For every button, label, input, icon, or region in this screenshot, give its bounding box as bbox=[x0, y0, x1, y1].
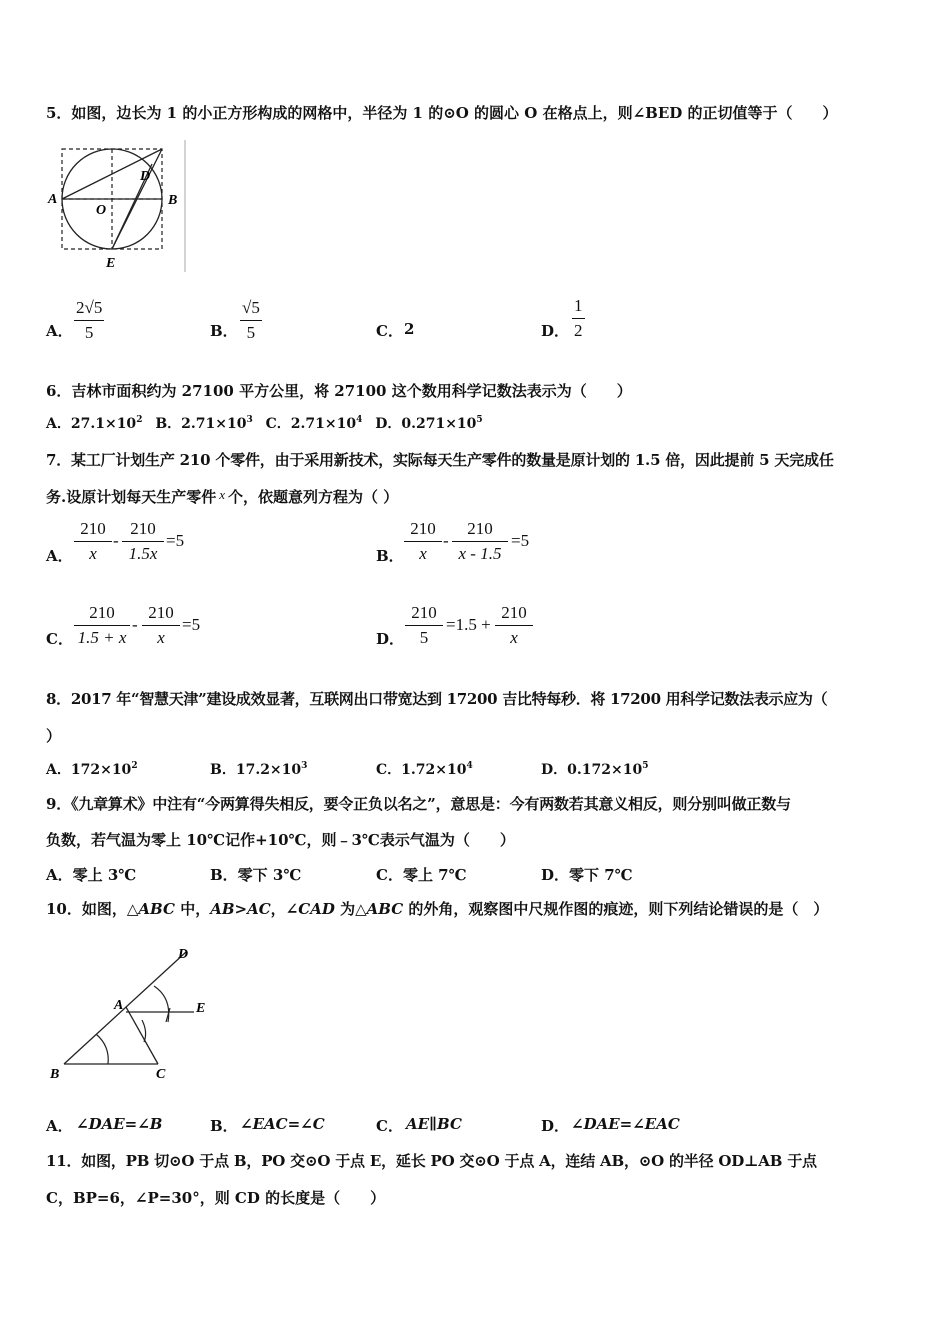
q6-options bbox=[46, 413, 483, 433]
q7-d-mid: =1.5 + bbox=[446, 615, 491, 634]
q7-c-n1: 210 bbox=[74, 603, 130, 626]
q6-option-a-exp: 2 bbox=[136, 415, 143, 425]
q8-option-b bbox=[210, 759, 307, 779]
q10-label-c: C bbox=[156, 1067, 166, 1082]
q7-b-d1: x bbox=[419, 544, 427, 563]
q5-option-a-den: 5 bbox=[84, 323, 94, 342]
q8-a: A．172×10 bbox=[46, 762, 132, 778]
q6-option-d-exp: 5 bbox=[476, 415, 483, 425]
q8-b: B．17.2×10 bbox=[210, 762, 302, 778]
q7-a-rhs: =5 bbox=[166, 531, 185, 550]
q11-line1: 11．如图，PB 切⊙O 于点 B，PO 交⊙O 于点 E，延长 PO 交⊙O 于点 A，连结 AB，⊙O 的半径 OD⊥AB 于点 bbox=[46, 1152, 817, 1170]
q7-option-a-frac1 bbox=[74, 519, 112, 564]
q8-d-exp: 5 bbox=[642, 761, 649, 771]
q10-option-b-label: B． bbox=[210, 1117, 238, 1135]
q7-option-c-frac2 bbox=[142, 603, 180, 648]
q5-label-e: E bbox=[106, 256, 116, 271]
q10-option-a-label: A． bbox=[46, 1117, 73, 1135]
q7-c-d1: 1.5 + x bbox=[77, 628, 127, 647]
q6-option-d: D．0.271×10 bbox=[375, 416, 477, 432]
q5-option-d-num: 1 bbox=[572, 296, 585, 319]
q9-option-a: A．零上 3℃ bbox=[46, 866, 137, 884]
q5-option-b-fraction bbox=[240, 298, 262, 343]
q10-option-a-value: ∠DAE=∠B bbox=[76, 1115, 163, 1133]
q5-option-a-fraction bbox=[74, 298, 104, 343]
q10-text-ab: AB>AC bbox=[210, 900, 271, 918]
q7-d-n1: 210 bbox=[405, 603, 443, 626]
q10-option-d-value: ∠DAE=∠EAC bbox=[571, 1115, 680, 1133]
q9-line2: 负数，若气温为零上 10℃记作+10℃，则﹣3℃表示气温为（ ） bbox=[46, 831, 515, 849]
q10-text-e: 的外角，观察图中尺规作图的痕迹，则下列结论错误的是（ ） bbox=[403, 900, 829, 918]
q10-option-c-value: AE∥BC bbox=[406, 1115, 462, 1133]
q8-a-exp: 2 bbox=[131, 761, 138, 771]
q5-label-o: O bbox=[96, 203, 107, 218]
q10-text-d: 为△ bbox=[334, 900, 367, 918]
q7-option-b-frac1 bbox=[404, 519, 442, 564]
q8-line2: ） bbox=[46, 727, 62, 745]
q7-option-d-label: D． bbox=[376, 630, 405, 648]
q8-c: C．1.72×10 bbox=[376, 762, 467, 778]
q5-option-d-label: D． bbox=[541, 322, 570, 340]
q5-option-c-label: C． bbox=[376, 322, 403, 340]
q7-c-rhs: =5 bbox=[182, 615, 201, 634]
q10-text-abc: ABC bbox=[138, 900, 175, 918]
q7-option-d-frac2 bbox=[495, 603, 533, 648]
q5-label-a: A bbox=[48, 192, 58, 207]
q7-option-c-frac1 bbox=[74, 603, 130, 648]
q10-text-a: 10．如图，△ bbox=[46, 900, 139, 918]
q7-d-n2: 210 bbox=[495, 603, 533, 626]
q7-line1: 7．某工厂计划生产 210 个零件，由于采用新技术，实际每天生产零件的数量是原计划的 1.5 倍，因此提前 5 天完成任 bbox=[46, 451, 834, 469]
q6-option-a: A．27.1×10 bbox=[46, 416, 137, 432]
q8-c-exp: 4 bbox=[466, 761, 473, 771]
q7-c-n2: 210 bbox=[142, 603, 180, 626]
q8-option-c bbox=[376, 759, 473, 779]
q10-figure bbox=[46, 942, 216, 1084]
q7-option-c-label: C． bbox=[46, 630, 73, 648]
q9-option-d: D．零下 7℃ bbox=[541, 866, 633, 884]
q10-text-abc2: ABC bbox=[366, 900, 404, 918]
q7-b-op: - bbox=[443, 531, 449, 550]
q7-line2-b: 个，依题意列方程为（ ） bbox=[228, 488, 399, 506]
q7-b-n1: 210 bbox=[404, 519, 442, 542]
q6-text: 6．吉林市面积约为 27100 平方公里，将 27100 这个数用科学记数法表示为（ ） bbox=[46, 382, 632, 400]
q7-line2 bbox=[46, 486, 398, 507]
q8-b-exp: 3 bbox=[301, 761, 308, 771]
q10-label-b: B bbox=[50, 1067, 60, 1082]
q10-label-e: E bbox=[196, 1001, 206, 1016]
q5-option-b-label: B． bbox=[210, 322, 238, 340]
q7-line2-a: 务.设原计划每天生产零件 bbox=[46, 488, 217, 506]
q5-option-a-label: A． bbox=[46, 322, 73, 340]
q7-b-rhs: =5 bbox=[511, 531, 530, 550]
q6-option-c: C．2.71×10 bbox=[265, 416, 357, 432]
q5-label-d: D bbox=[140, 169, 151, 184]
q7-a-d2: 1.5x bbox=[128, 544, 158, 563]
q10-option-c-label: C． bbox=[376, 1117, 403, 1135]
q7-option-b-frac2 bbox=[452, 519, 508, 564]
q7-option-d-frac1 bbox=[405, 603, 443, 648]
q11-line2: C，BP=6，∠P=30°，则 CD 的长度是（ ） bbox=[46, 1189, 386, 1207]
q10-text bbox=[46, 898, 828, 919]
q7-variable-x: x bbox=[219, 487, 226, 502]
q8-option-d bbox=[541, 759, 648, 779]
q7-option-a-label: A． bbox=[46, 547, 73, 565]
q9-line1: 9．《九章算术》中注有“今两算得失相反，要令正负以名之”，意思是：今有两数若其意义相反，则分别叫做正数与 bbox=[46, 795, 791, 813]
q5-option-d-fraction bbox=[572, 296, 585, 341]
q6-option-b: B．2.71×10 bbox=[155, 416, 247, 432]
q5-option-a-num: 2√5 bbox=[74, 298, 104, 321]
q7-a-op: - bbox=[113, 531, 119, 550]
q10-text-c: ，∠ bbox=[270, 900, 299, 918]
q7-b-n2: 210 bbox=[452, 519, 508, 542]
q7-option-b-label: B． bbox=[376, 547, 404, 565]
q5-option-d-den: 2 bbox=[574, 321, 583, 340]
q10-option-d-label: D． bbox=[541, 1117, 570, 1135]
q5-label-b: B bbox=[168, 193, 178, 208]
q7-c-op: - bbox=[132, 615, 138, 634]
q7-c-d2: x bbox=[157, 628, 165, 647]
q5-option-b-num: √5 bbox=[240, 298, 262, 321]
q5-figure bbox=[44, 140, 189, 272]
q10-option-b-value: ∠EAC=∠C bbox=[240, 1115, 325, 1133]
q9-option-b: B．零下 3℃ bbox=[210, 866, 302, 884]
q7-option-a-frac2 bbox=[122, 519, 164, 564]
q7-d-d2: x bbox=[510, 628, 518, 647]
q5-option-c-value: 2 bbox=[404, 320, 415, 338]
q8-option-a bbox=[46, 759, 138, 779]
q7-a-d1: x bbox=[89, 544, 97, 563]
q8-line1: 8．2017 年“智慧天津”建设成效显著，互联网出口带宽达到 17200 吉比特每秒．将 17200 用科学记数法表示应为（ bbox=[46, 690, 828, 708]
q7-d-d1: 5 bbox=[419, 628, 429, 647]
q10-label-d: D bbox=[178, 947, 189, 962]
q8-d: D．0.172×10 bbox=[541, 762, 643, 778]
q5-text: 5．如图，边长为 1 的小正方形构成的网格中，半径为 1 的⊙O 的圆心 O 在格点上，则∠BED 的正切值等于（ ） bbox=[46, 104, 838, 122]
q6-option-c-exp: 4 bbox=[356, 415, 363, 425]
q6-option-b-exp: 3 bbox=[246, 415, 253, 425]
q10-label-a: A bbox=[114, 998, 124, 1013]
q7-b-d2: x - 1.5 bbox=[458, 544, 502, 563]
q10-text-b: 中， bbox=[174, 900, 211, 918]
q10-text-cad: CAD bbox=[298, 900, 335, 918]
q7-a-n2: 210 bbox=[122, 519, 164, 542]
q9-option-c: C．零上 7℃ bbox=[376, 866, 467, 884]
q5-option-b-den: 5 bbox=[246, 323, 256, 342]
q7-a-n1: 210 bbox=[74, 519, 112, 542]
